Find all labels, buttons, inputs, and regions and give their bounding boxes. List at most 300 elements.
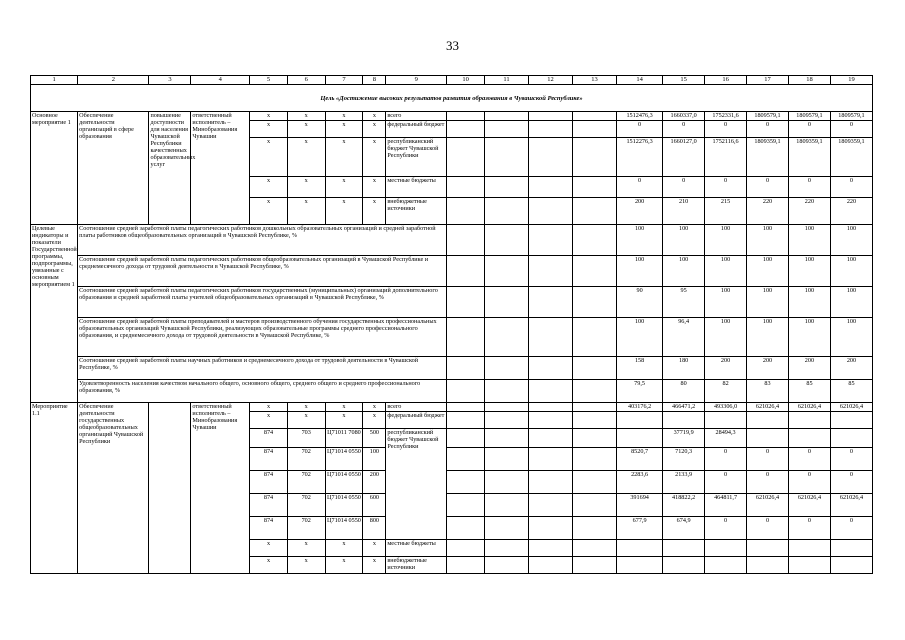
value-cell: 158 [617, 357, 663, 380]
empty-cell [528, 412, 572, 429]
funding-source: местные бюджеты [386, 540, 447, 557]
value-cell [830, 540, 872, 557]
goal-row [31, 85, 873, 112]
code-cell: 703 [287, 429, 325, 448]
value-cell: 95 [663, 287, 705, 318]
empty-cell [528, 138, 572, 177]
code-cell: 702 [287, 494, 325, 517]
value-cell [747, 540, 789, 557]
empty-cell [528, 380, 572, 403]
indicator-text: Соотношение средней заработной платы педагогических работников общеобразовательных организаций в Чувашской Республике и среднемесячного дохода от трудовой деятельности в Чувашской Республике, % [78, 256, 447, 287]
column-header: 6 [287, 76, 325, 85]
empty-cell [484, 112, 528, 121]
value-cell: 90 [617, 287, 663, 318]
empty-cell [447, 256, 485, 287]
value-cell: 0 [788, 517, 830, 540]
empty-cell [528, 540, 572, 557]
code-cell: х [287, 540, 325, 557]
value-cell: 200 [617, 198, 663, 225]
column-header: 19 [830, 76, 872, 85]
code-cell: 800 [363, 517, 386, 540]
indicator-row [31, 357, 873, 380]
value-cell: 1809359,1 [788, 138, 830, 177]
value-cell [747, 557, 789, 574]
empty-cell [573, 429, 617, 448]
empty-cell [447, 121, 485, 138]
value-cell: 100 [705, 287, 747, 318]
code-cell: х [287, 112, 325, 121]
empty-cell [447, 112, 485, 121]
value-cell: 1752331,6 [705, 112, 747, 121]
value-cell [747, 412, 789, 429]
funding-source: всего [386, 112, 447, 121]
code-cell: х [250, 198, 288, 225]
value-cell: 466471,2 [663, 403, 705, 412]
empty-cell [447, 357, 485, 380]
code-cell: х [250, 412, 288, 429]
empty-cell [447, 412, 485, 429]
indicator-row [31, 380, 873, 403]
code-cell: 874 [250, 448, 288, 471]
empty-cell [528, 287, 572, 318]
event-title: Обеспечение деятельности государственных общеобразовательных организаций Чувашской Республики [78, 403, 149, 574]
table-row [31, 112, 873, 121]
empty-cell [484, 177, 528, 198]
empty-cell [573, 121, 617, 138]
value-cell: 1809359,1 [830, 138, 872, 177]
value-cell: 0 [747, 517, 789, 540]
value-cell [788, 429, 830, 448]
value-cell: 96,4 [663, 318, 705, 357]
code-cell: х [363, 198, 386, 225]
empty-cell [528, 448, 572, 471]
value-cell: 0 [830, 121, 872, 138]
code-cell: х [363, 540, 386, 557]
value-cell: 464811,7 [705, 494, 747, 517]
empty-cell [528, 256, 572, 287]
column-header: 1 [31, 76, 78, 85]
value-cell [788, 557, 830, 574]
value-cell [663, 540, 705, 557]
value-cell: 391694 [617, 494, 663, 517]
empty-cell [528, 429, 572, 448]
code-cell: 702 [287, 517, 325, 540]
value-cell: 100 [747, 225, 789, 256]
code-cell: х [325, 112, 363, 121]
event-task [149, 403, 191, 574]
value-cell: 1809579,1 [747, 112, 789, 121]
empty-cell [447, 287, 485, 318]
value-cell [830, 429, 872, 448]
value-cell: 79,5 [617, 380, 663, 403]
event-title: Обеспечение деятельности организаций в сфере образования [78, 112, 149, 225]
empty-cell [447, 494, 485, 517]
table-row [31, 403, 873, 412]
page-number: 33 [446, 38, 459, 53]
value-cell: 403176,2 [617, 403, 663, 412]
indicator-row [31, 318, 873, 357]
value-cell: 2283,6 [617, 471, 663, 494]
value-cell: 621026,4 [830, 494, 872, 517]
code-cell: х [250, 403, 288, 412]
value-cell [617, 429, 663, 448]
empty-cell [484, 557, 528, 574]
column-header: 8 [363, 76, 386, 85]
value-cell: 200 [705, 357, 747, 380]
empty-cell [573, 318, 617, 357]
empty-cell [573, 403, 617, 412]
column-header: 14 [617, 76, 663, 85]
column-header: 13 [573, 76, 617, 85]
code-cell: х [250, 138, 288, 177]
column-header: 16 [705, 76, 747, 85]
value-cell: 674,9 [663, 517, 705, 540]
code-cell: 874 [250, 517, 288, 540]
empty-cell [573, 494, 617, 517]
value-cell: 37719,9 [663, 429, 705, 448]
empty-cell [447, 517, 485, 540]
value-cell: 100 [617, 225, 663, 256]
event-name: Мероприятие 1.1 [31, 403, 78, 574]
funding-source: внебюджетные источники [386, 198, 447, 225]
column-header: 11 [484, 76, 528, 85]
code-cell: х [287, 138, 325, 177]
goal-title: Цель «Достижение высоких результатов развития образования в Чувашской Республике» [31, 85, 873, 112]
empty-cell [484, 403, 528, 412]
value-cell: 1512476,3 [617, 112, 663, 121]
code-cell: Ц71014 0550 [325, 448, 363, 471]
code-cell: Ц71011 7080 [325, 429, 363, 448]
column-header: 17 [747, 76, 789, 85]
value-cell: 0 [705, 471, 747, 494]
empty-cell [573, 412, 617, 429]
value-cell: 0 [830, 517, 872, 540]
column-header: 12 [528, 76, 572, 85]
code-cell: х [287, 412, 325, 429]
value-cell: 621026,4 [830, 403, 872, 412]
empty-cell [484, 121, 528, 138]
value-cell [617, 412, 663, 429]
indicator-text: Соотношение средней заработной платы научных работников и среднемесячного дохода от трудовой деятельности в Чувашской Республике, % [78, 357, 447, 380]
empty-cell [573, 112, 617, 121]
value-cell: 100 [788, 225, 830, 256]
empty-cell [573, 557, 617, 574]
empty-cell [573, 471, 617, 494]
empty-cell [484, 287, 528, 318]
value-cell: 2133,9 [663, 471, 705, 494]
empty-cell [447, 557, 485, 574]
code-cell: х [287, 121, 325, 138]
funding-source: федеральный бюджет [386, 412, 447, 429]
value-cell: 100 [705, 256, 747, 287]
event-task: повышение доступности для населения Чувашской Республики качественных образовательных услуг [149, 112, 191, 225]
code-cell: х [325, 540, 363, 557]
code-cell: Ц71014 0550 [325, 471, 363, 494]
value-cell: 100 [830, 256, 872, 287]
event-executor: ответственный исполнитель – Минобразования Чувашии [191, 403, 250, 574]
code-cell: х [250, 540, 288, 557]
value-cell: 200 [830, 357, 872, 380]
code-cell: х [325, 557, 363, 574]
empty-cell [573, 540, 617, 557]
code-cell: х [287, 557, 325, 574]
empty-cell [528, 177, 572, 198]
empty-cell [528, 318, 572, 357]
code-cell: 500 [363, 429, 386, 448]
value-cell: 210 [663, 198, 705, 225]
empty-cell [573, 225, 617, 256]
column-header: 9 [386, 76, 447, 85]
code-cell: 874 [250, 429, 288, 448]
code-cell: 200 [363, 471, 386, 494]
value-cell [788, 412, 830, 429]
header-row [31, 76, 873, 85]
empty-cell [447, 380, 485, 403]
empty-cell [573, 357, 617, 380]
value-cell: 621026,4 [747, 403, 789, 412]
code-cell: х [250, 112, 288, 121]
value-cell: 80 [663, 380, 705, 403]
value-cell [788, 540, 830, 557]
empty-cell [447, 403, 485, 412]
value-cell: 100 [705, 225, 747, 256]
value-cell: 493306,0 [705, 403, 747, 412]
code-cell: х [250, 177, 288, 198]
value-cell: 220 [830, 198, 872, 225]
value-cell: 100 [788, 318, 830, 357]
value-cell: 100 [830, 287, 872, 318]
value-cell: 1660337,0 [663, 112, 705, 121]
value-cell [705, 557, 747, 574]
code-cell: х [287, 403, 325, 412]
value-cell [830, 557, 872, 574]
value-cell [663, 412, 705, 429]
value-cell: 0 [663, 121, 705, 138]
value-cell: 0 [830, 177, 872, 198]
value-cell: 0 [830, 448, 872, 471]
funding-source: республиканский бюджет Чувашской Республики [386, 429, 447, 540]
value-cell: 0 [747, 121, 789, 138]
empty-cell [573, 380, 617, 403]
value-cell: 1809579,1 [788, 112, 830, 121]
empty-cell [484, 225, 528, 256]
empty-cell [447, 225, 485, 256]
empty-cell [528, 403, 572, 412]
empty-cell [528, 112, 572, 121]
event-executor: ответственный исполнитель – Минобразования Чувашии [191, 112, 250, 225]
empty-cell [573, 138, 617, 177]
value-cell: 100 [617, 318, 663, 357]
value-cell: 100 [830, 318, 872, 357]
value-cell: 100 [747, 287, 789, 318]
code-cell: х [325, 138, 363, 177]
code-cell: х [363, 557, 386, 574]
value-cell: 0 [788, 448, 830, 471]
value-cell [705, 540, 747, 557]
indicators-label: Целевые индикаторы и показатели Государственной программы, подпрограммы, увязанные с основным мероприятием 1 [31, 225, 78, 403]
value-cell [663, 557, 705, 574]
indicator-text: Соотношение средней заработной платы педагогических работников государственных (муниципальных) организаций дополнительного образования и средней заработной платы учителей общеобразовательных организаций в Чувашской Республике, % [78, 287, 447, 318]
value-cell: 100 [747, 256, 789, 287]
funding-source: республиканский бюджет Чувашской Республики [386, 138, 447, 177]
value-cell: 0 [788, 471, 830, 494]
value-cell: 200 [788, 357, 830, 380]
code-cell: Ц71014 0550 [325, 494, 363, 517]
value-cell: 220 [747, 198, 789, 225]
empty-cell [573, 177, 617, 198]
value-cell: 1512276,3 [617, 138, 663, 177]
empty-cell [447, 540, 485, 557]
value-cell: 0 [705, 177, 747, 198]
value-cell [617, 540, 663, 557]
value-cell: 100 [788, 256, 830, 287]
value-cell: 0 [747, 177, 789, 198]
value-cell: 1752116,6 [705, 138, 747, 177]
value-cell: 215 [705, 198, 747, 225]
value-cell: 0 [663, 177, 705, 198]
value-cell: 1809359,1 [747, 138, 789, 177]
code-cell: х [250, 121, 288, 138]
empty-cell [528, 557, 572, 574]
empty-cell [484, 540, 528, 557]
value-cell: 100 [705, 318, 747, 357]
value-cell: 100 [747, 318, 789, 357]
indicator-row [31, 287, 873, 318]
value-cell: 1809579,1 [830, 112, 872, 121]
column-header: 18 [788, 76, 830, 85]
value-cell: 1660127,0 [663, 138, 705, 177]
empty-cell [447, 138, 485, 177]
empty-cell [573, 287, 617, 318]
empty-cell [573, 256, 617, 287]
code-cell: 702 [287, 448, 325, 471]
value-cell: 100 [663, 256, 705, 287]
indicator-text: Соотношение средней заработной платы педагогических работников дошкольных образовательных организаций и средней заработной платы работников общеобразовательных организаций в Чувашской Республике, % [78, 225, 447, 256]
value-cell: 0 [747, 471, 789, 494]
empty-cell [528, 198, 572, 225]
value-cell: 0 [705, 448, 747, 471]
column-header: 5 [250, 76, 288, 85]
value-cell: 621026,4 [747, 494, 789, 517]
value-cell [830, 412, 872, 429]
empty-cell [528, 121, 572, 138]
column-header: 3 [149, 76, 191, 85]
code-cell: х [363, 138, 386, 177]
value-cell: 0 [705, 121, 747, 138]
code-cell: х [363, 177, 386, 198]
funding-source: внебюджетные источники [386, 557, 447, 574]
value-cell: 100 [663, 225, 705, 256]
value-cell: 0 [830, 471, 872, 494]
code-cell: х [363, 403, 386, 412]
empty-cell [573, 198, 617, 225]
value-cell: 7120,3 [663, 448, 705, 471]
code-cell: х [363, 112, 386, 121]
empty-cell [447, 448, 485, 471]
empty-cell [484, 494, 528, 517]
code-cell: х [325, 403, 363, 412]
empty-cell [528, 357, 572, 380]
value-cell: 0 [705, 517, 747, 540]
value-cell: 0 [617, 177, 663, 198]
empty-cell [447, 177, 485, 198]
code-cell: 100 [363, 448, 386, 471]
value-cell: 677,9 [617, 517, 663, 540]
empty-cell [573, 448, 617, 471]
code-cell: х [325, 198, 363, 225]
code-cell: х [325, 121, 363, 138]
code-cell: х [363, 412, 386, 429]
empty-cell [447, 471, 485, 494]
value-cell: 85 [830, 380, 872, 403]
empty-cell [447, 429, 485, 448]
event-name: Основное мероприятие 1 [31, 112, 78, 225]
indicator-text: Соотношение средней заработной платы преподавателей и мастеров производственного обучения государственных профессиональных образовательных организаций Чувашской Республики, реализующих образовательные программы среднего профессионального образования, и среднемесячного дохода от трудовой деятельности в Чувашской Республике, % [78, 318, 447, 357]
value-cell: 621026,4 [788, 494, 830, 517]
empty-cell [484, 448, 528, 471]
empty-cell [447, 198, 485, 225]
code-cell: х [363, 121, 386, 138]
code-cell: Ц71014 0550 [325, 517, 363, 540]
empty-cell [484, 412, 528, 429]
empty-cell [484, 138, 528, 177]
empty-cell [484, 471, 528, 494]
value-cell: 220 [788, 198, 830, 225]
program-table [30, 75, 873, 574]
value-cell: 418822,2 [663, 494, 705, 517]
empty-cell [484, 517, 528, 540]
empty-cell [484, 357, 528, 380]
value-cell: 621026,4 [788, 403, 830, 412]
empty-cell [484, 429, 528, 448]
value-cell: 100 [830, 225, 872, 256]
empty-cell [528, 517, 572, 540]
empty-cell [484, 380, 528, 403]
value-cell: 0 [788, 177, 830, 198]
empty-cell [484, 198, 528, 225]
empty-cell [528, 494, 572, 517]
value-cell [617, 557, 663, 574]
code-cell: 600 [363, 494, 386, 517]
code-cell: х [287, 177, 325, 198]
value-cell: 83 [747, 380, 789, 403]
value-cell: 8520,7 [617, 448, 663, 471]
empty-cell [484, 318, 528, 357]
value-cell: 0 [788, 121, 830, 138]
indicator-text: Удовлетворенность населения качеством начального общего, основного общего, среднего общего и среднего профессионального образования, % [78, 380, 447, 403]
empty-cell [528, 225, 572, 256]
code-cell: х [287, 198, 325, 225]
column-header: 15 [663, 76, 705, 85]
code-cell: х [325, 412, 363, 429]
code-cell: 702 [287, 471, 325, 494]
empty-cell [573, 517, 617, 540]
value-cell: 180 [663, 357, 705, 380]
empty-cell [447, 318, 485, 357]
column-header: 7 [325, 76, 363, 85]
value-cell: 100 [617, 256, 663, 287]
value-cell: 100 [788, 287, 830, 318]
funding-source: федеральный бюджет [386, 121, 447, 138]
value-cell: 0 [617, 121, 663, 138]
code-cell: х [250, 557, 288, 574]
empty-cell [484, 256, 528, 287]
value-cell: 28494,3 [705, 429, 747, 448]
empty-cell [528, 471, 572, 494]
funding-source: местные бюджеты [386, 177, 447, 198]
value-cell: 82 [705, 380, 747, 403]
column-header: 10 [447, 76, 485, 85]
